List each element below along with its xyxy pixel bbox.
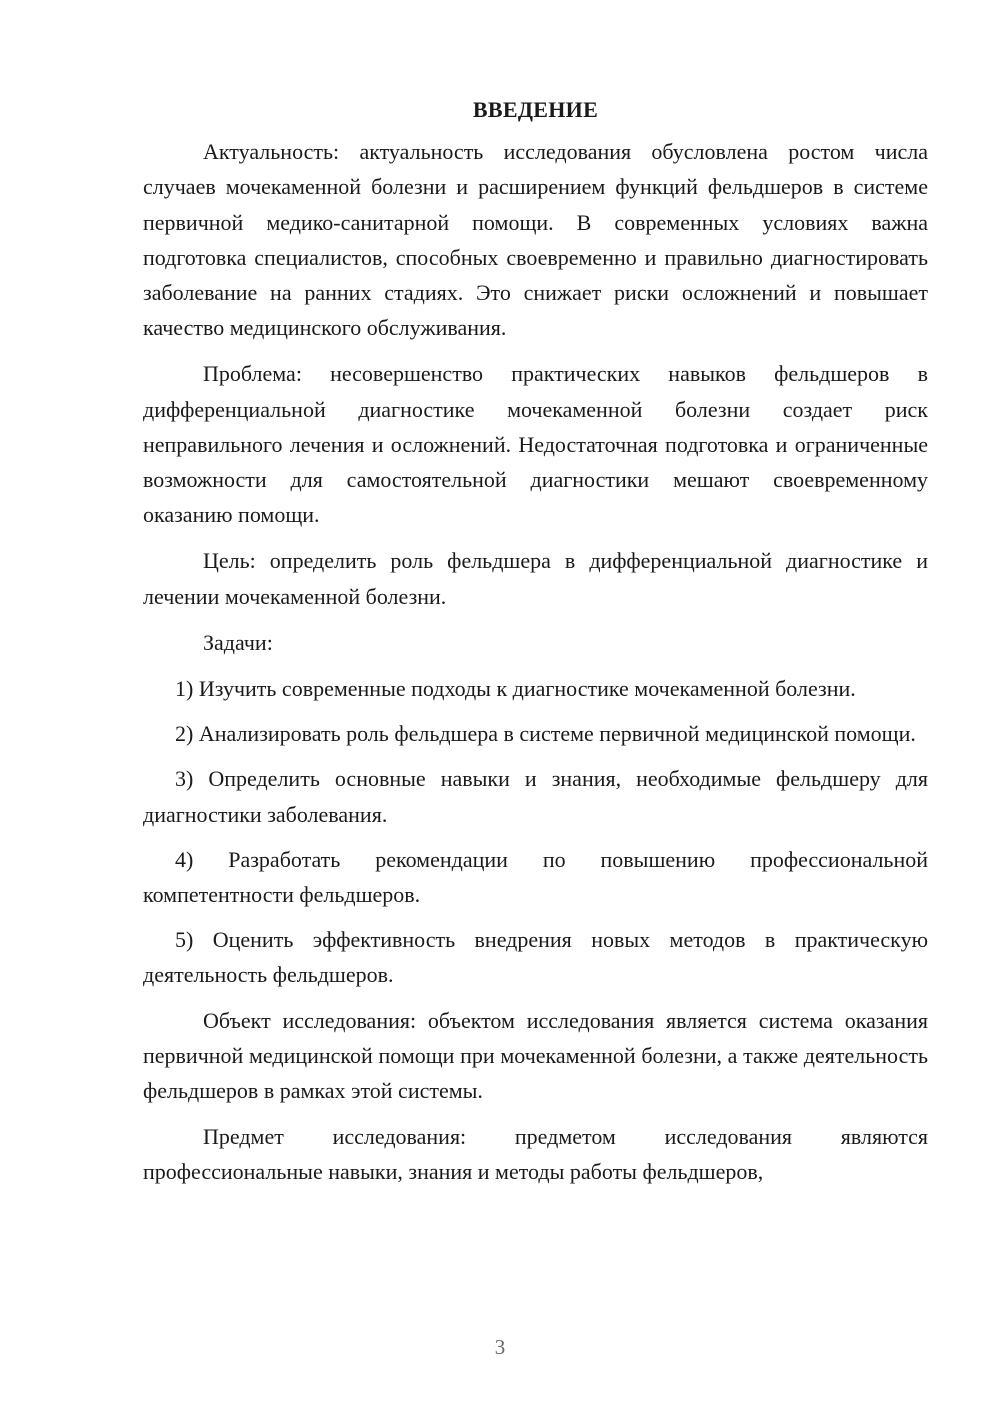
- task-item-4: 4) Разработать рекомендации по повышению профессиональной компетентности фельдшеров.: [143, 846, 928, 908]
- paragraph-research-object: Объект исследования: объектом исследования является система оказания первичной медицинской помощи при мочекаменной болезни, а также деятельность фельдшеров в рамках этой системы.: [143, 1007, 928, 1104]
- paragraph-research-subject: Предмет исследования: предметом исследования являются профессиональные навыки, знания и методы работы фельдшеров,: [143, 1124, 928, 1185]
- task-item-3: 3) Определить основные навыки и знания, необходимые фельдшеру для диагностики заболевания.: [143, 766, 928, 827]
- paragraph-goal: Цель: определить роль фельдшера в дифференциальной диагностике и лечении мочекаменной болезни.: [143, 548, 928, 609]
- paragraph-problem: Проблема: несовершенство практических навыков фельдшеров в дифференциальной диагностике мочекаменной болезни создает риск неправильного лечения и осложнений. Недостаточная подготовка и ограниченные возможности для самостоятельной диагностики мешают своевременному оказанию помощи.: [143, 361, 928, 528]
- page-content: [143, 92, 928, 1201]
- task-item-5: 5) Оценить эффективность внедрения новых методов в практическую деятельность фельдшеров.: [143, 927, 928, 988]
- page-number: 3: [494, 1335, 506, 1359]
- task-item-2: 2) Анализировать роль фельдшера в системе первичной медицинской помощи.: [175, 721, 916, 747]
- paragraph-tasks-label: Задачи:: [203, 629, 273, 655]
- task-item-1: 1) Изучить современные подходы к диагностике мочекаменной болезни.: [175, 676, 856, 702]
- section-heading: ВВЕДЕНИЕ: [472, 97, 599, 122]
- paragraph-relevance: Актуальность: актуальность исследования обусловлена ростом числа случаев мочекаменной болезни и расширением функций фельдшеров в системе первичной медико-санитарной помощи. В современных условиях важна подготовка специалистов, способных своевременно и правильно диагностировать заболевание на ранних стадиях. Это снижает риски осложнений и повышает качество медицинского обслуживания.: [143, 139, 928, 341]
